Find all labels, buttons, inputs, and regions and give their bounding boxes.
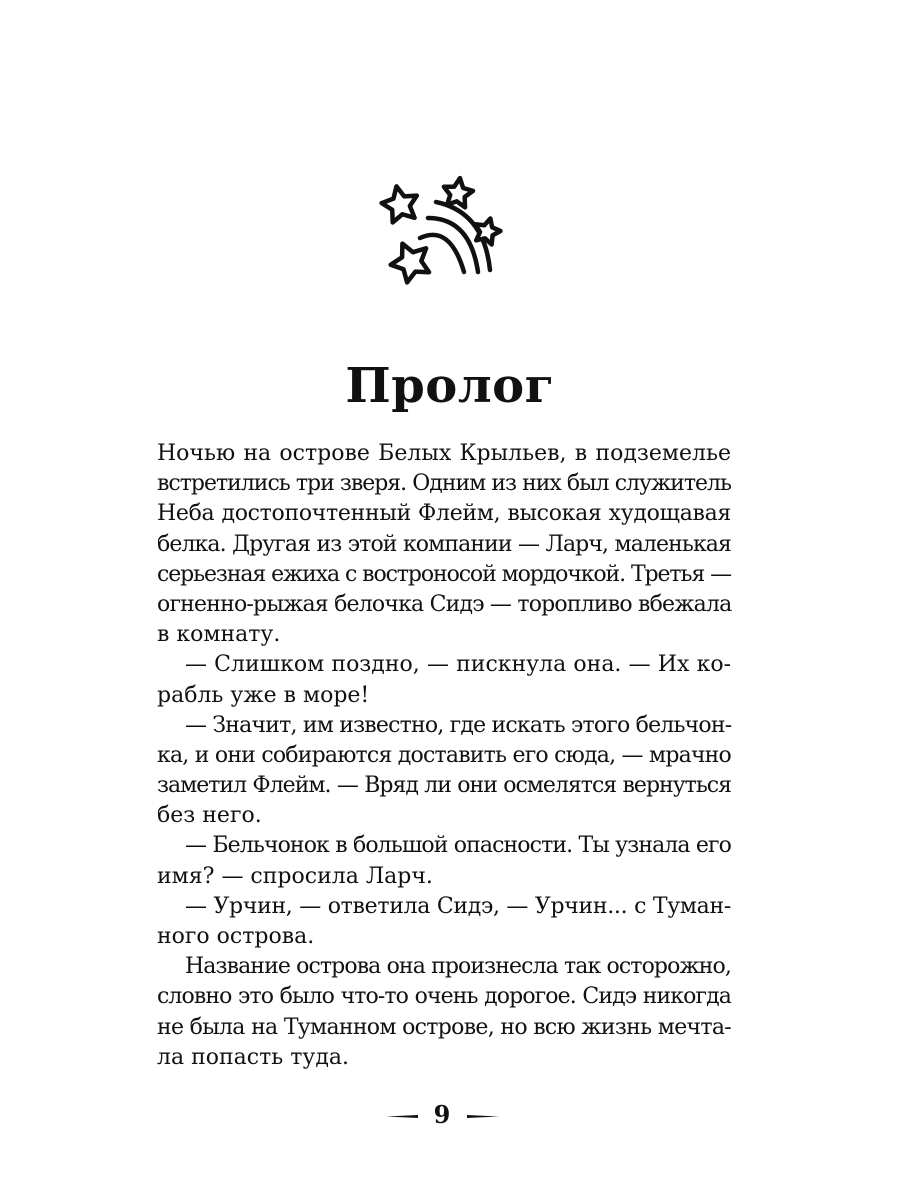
ornament bbox=[372, 172, 512, 302]
text-line: в комнату. bbox=[157, 622, 281, 648]
text-line: ного острова. bbox=[157, 924, 315, 949]
text-line: ла попасть туда. bbox=[157, 1044, 350, 1070]
page-footer bbox=[0, 1097, 900, 1137]
chapter-title: Пролог bbox=[345, 358, 555, 414]
page-number: 9 bbox=[433, 1100, 451, 1129]
text-line: рабль уже в море! bbox=[157, 682, 370, 708]
footer-dash-right bbox=[467, 1115, 499, 1118]
body-text bbox=[157, 439, 731, 1073]
text-line: не была на Туманном острове, но всю жизнь мечта- bbox=[157, 1014, 731, 1040]
text-line: ка, и они собираются доставить его сюда, — мрачно bbox=[157, 742, 731, 768]
text-line: — Слишком поздно, — пискнула она. — Их ко- bbox=[185, 652, 731, 678]
text-line: Неба достопочтенный Флейм, высокая худощавая bbox=[157, 501, 731, 527]
shooting-stars-icon bbox=[372, 172, 512, 302]
text-line: белка. Другая из этой компании — Ларч, маленькая bbox=[157, 531, 731, 557]
text-line: — Урчин, — ответила Сидэ, — Урчин... с Туман- bbox=[185, 893, 731, 919]
text-line: словно это было что-то очень дорогое. Сидэ никогда bbox=[157, 984, 731, 1010]
text-line: Ночью на острове Белых Крыльев, в подземелье bbox=[157, 441, 731, 466]
text-line: имя? — спросила Ларч. bbox=[157, 863, 433, 889]
text-line: огненно-рыжая белочка Сидэ — торопливо вбежала bbox=[157, 591, 732, 617]
text-line: — Значит, им известно, где искать этого бельчон- bbox=[185, 712, 732, 738]
footer-dash-left bbox=[386, 1115, 418, 1118]
text-line: без него. bbox=[157, 803, 262, 829]
text-line: встретились три зверя. Одним из них был служитель bbox=[157, 471, 731, 497]
text-line: — Бельчонок в большой опасности. Ты узнала его bbox=[185, 833, 731, 859]
text-line: серьезная ежиха с востроносой мордочкой. Третья — bbox=[157, 561, 731, 587]
text-line: Название острова она произнесла так осторожно, bbox=[185, 954, 731, 980]
text-line: заметил Флейм. — Вряд ли они осмелятся вернуться bbox=[157, 773, 731, 799]
